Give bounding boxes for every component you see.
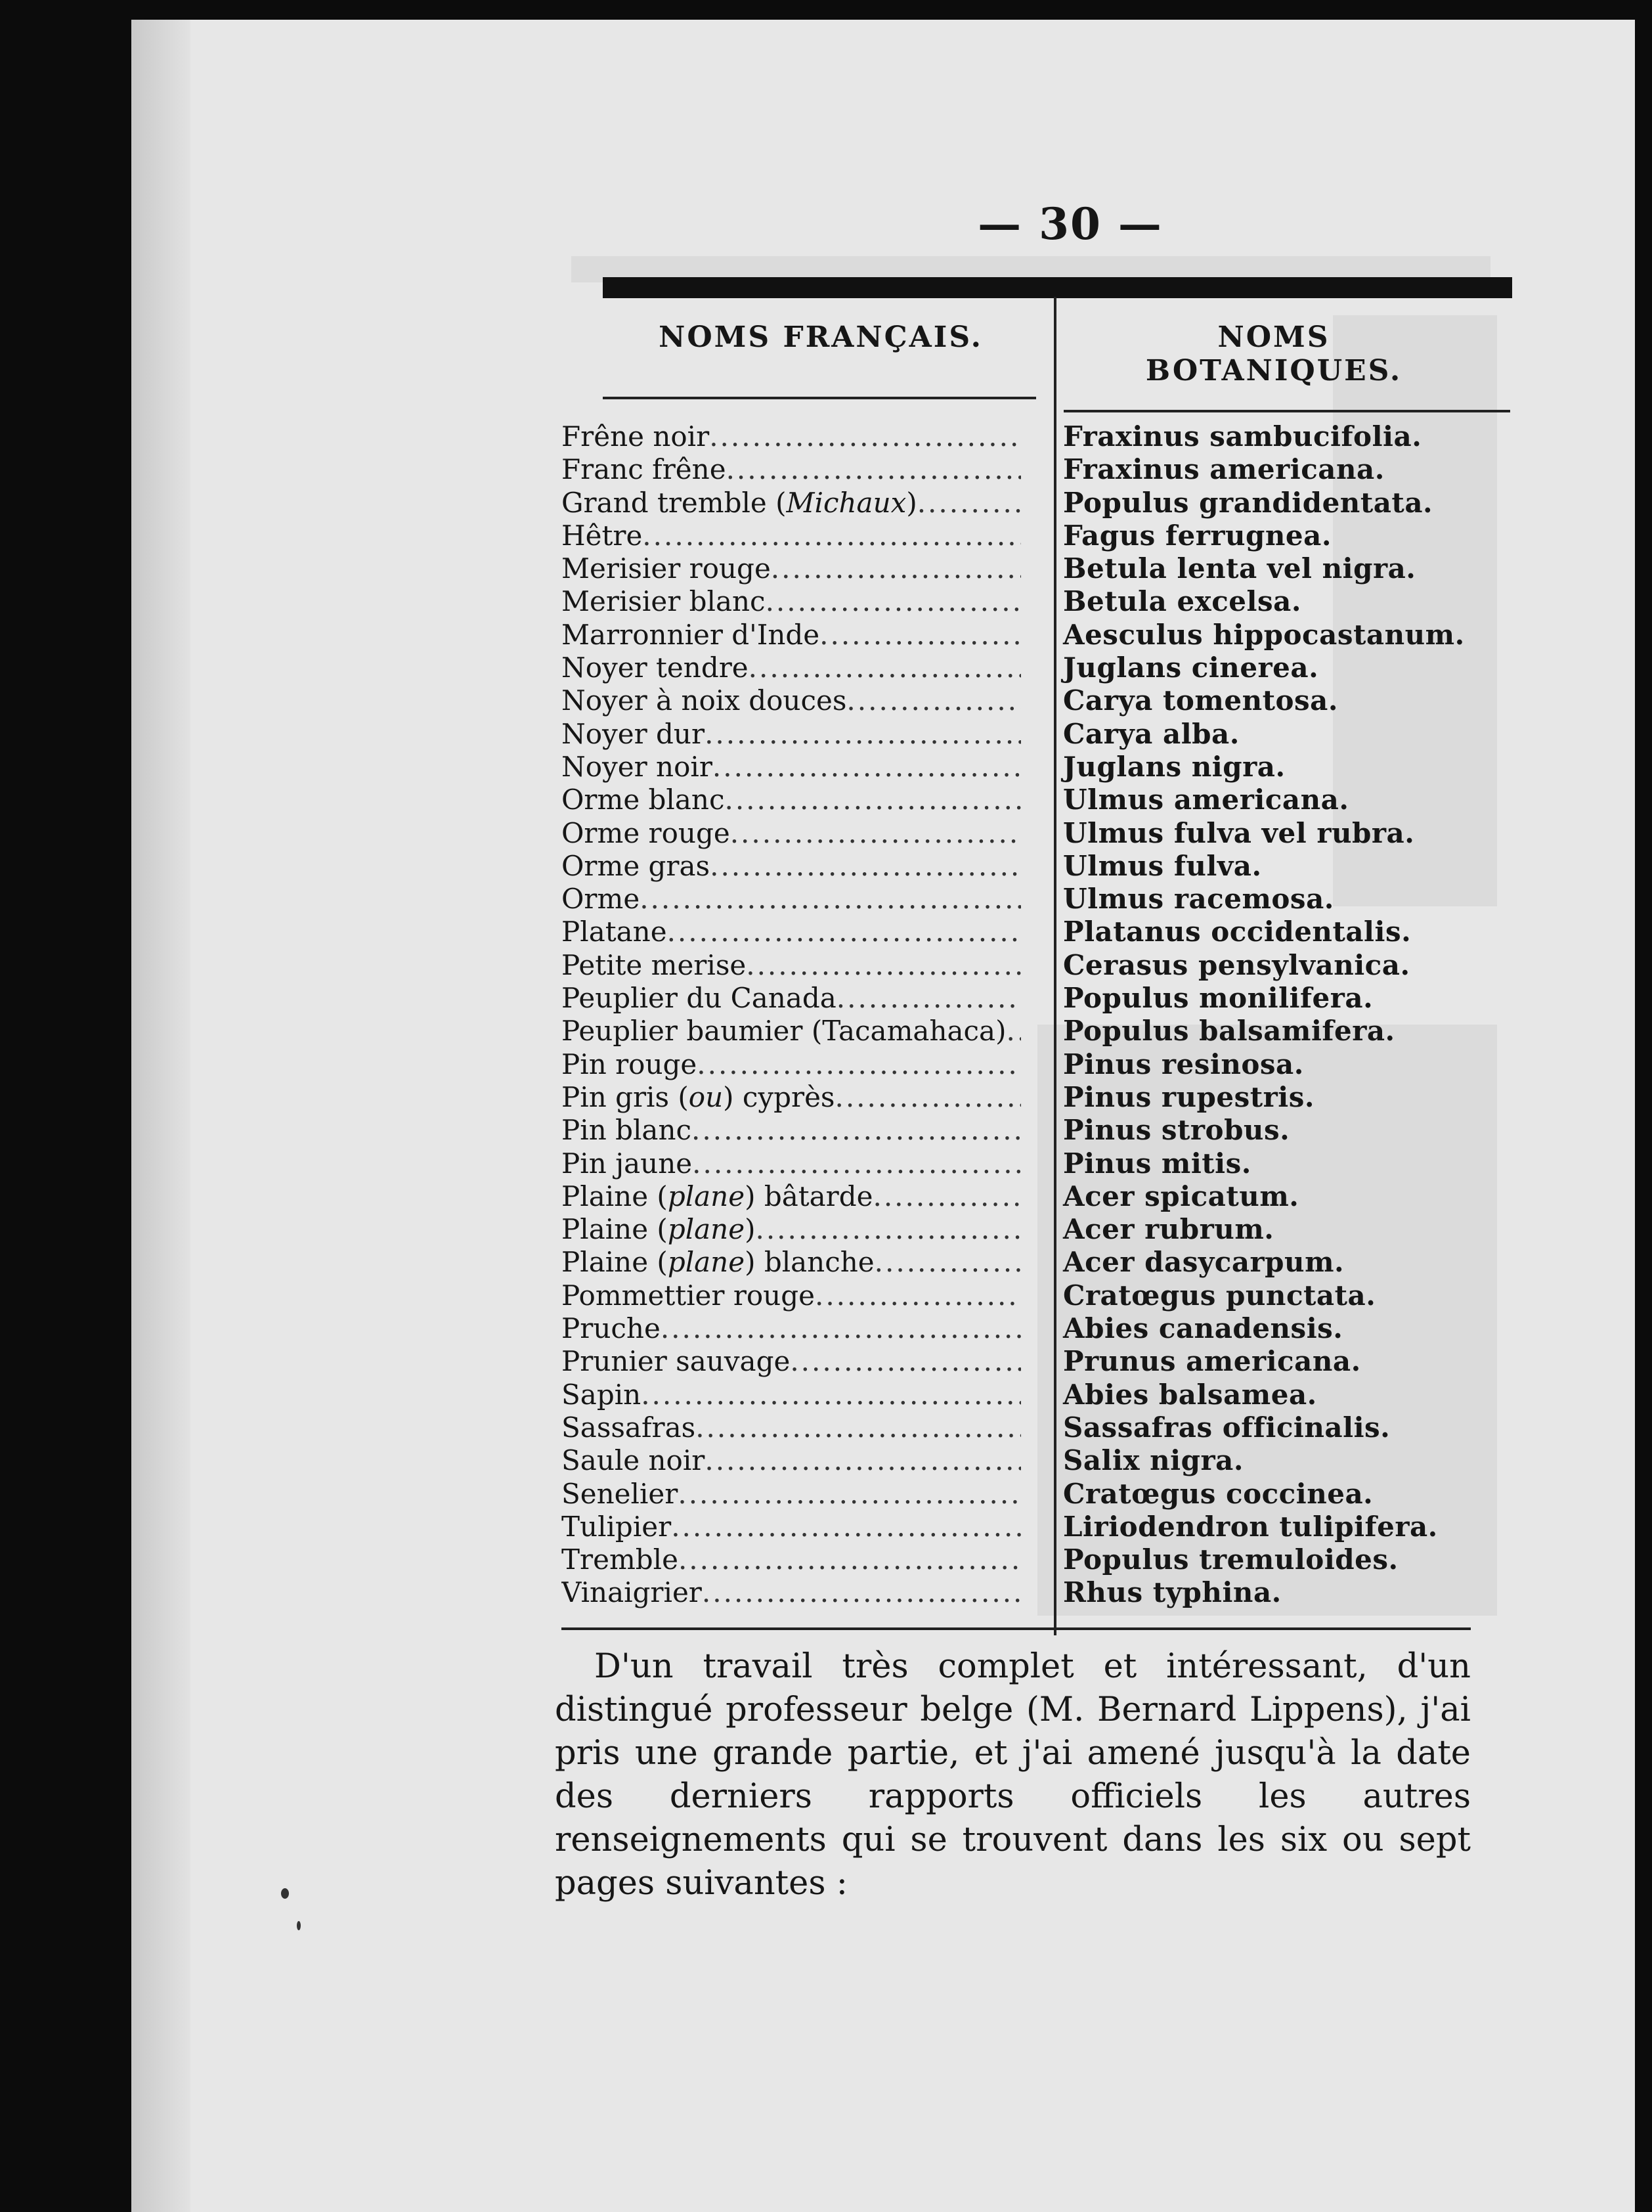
botanical-name: Acer dasycarpum.	[1063, 1246, 1345, 1279]
dot-leader	[671, 1511, 1021, 1543]
french-name: Pin blanc	[561, 1114, 692, 1147]
french-name: Orme gras	[561, 849, 710, 882]
table-row	[561, 552, 1500, 585]
french-name-cell	[561, 1081, 1021, 1114]
dot-leader	[726, 453, 1021, 486]
print-speck	[281, 1888, 289, 1899]
table-row	[561, 1246, 1500, 1279]
french-name-cell	[561, 1543, 1021, 1576]
table-row	[561, 619, 1500, 652]
table-row	[561, 420, 1500, 453]
dot-leader	[835, 1081, 1021, 1114]
french-name: Merisier rouge	[561, 552, 771, 585]
french-name: Senelier	[561, 1477, 678, 1510]
dot-leader	[771, 552, 1021, 585]
french-name: Orme	[561, 883, 640, 916]
french-name-cell	[561, 850, 1021, 883]
french-name-cell	[561, 1279, 1021, 1312]
botanical-name: Populus tremuloides.	[1063, 1543, 1399, 1576]
botanical-name: Juglans cinerea.	[1063, 652, 1319, 684]
dot-leader	[691, 1114, 1021, 1147]
table-row	[561, 1114, 1500, 1147]
french-name-cell	[561, 1511, 1021, 1543]
botanical-name: Rhus typhina.	[1063, 1576, 1282, 1609]
dot-leader	[755, 1213, 1021, 1246]
table-row	[561, 718, 1500, 751]
dot-leader	[873, 1180, 1021, 1213]
table-row	[561, 1048, 1500, 1081]
table-row	[561, 751, 1500, 784]
table-row	[561, 1345, 1500, 1378]
table-row	[561, 916, 1500, 948]
botanical-name: Carya alba.	[1063, 717, 1240, 750]
french-name: Saule noir	[561, 1444, 705, 1477]
header-botanical-names: NOMS BOTANIQUES.	[1145, 321, 1402, 387]
dot-leader	[702, 1576, 1021, 1609]
table-row	[561, 949, 1500, 982]
dot-leader	[678, 1543, 1021, 1576]
botanical-name: Pinus rupestris.	[1063, 1080, 1315, 1113]
botanical-name: Ulmus fulva.	[1063, 849, 1262, 882]
french-name: Merisier blanc	[561, 585, 766, 618]
dot-leader	[724, 784, 1021, 816]
french-name-cell	[561, 1345, 1021, 1378]
botanical-name: Betula excelsa.	[1063, 585, 1301, 618]
dot-leader	[730, 817, 1021, 850]
french-name: Hêtre	[561, 519, 643, 552]
botanical-name: Carya tomentosa.	[1063, 684, 1339, 717]
table-row	[561, 1543, 1500, 1576]
french-name-cell	[561, 1444, 1021, 1477]
french-name-cell	[561, 520, 1021, 552]
botanical-name: Pinus strobus.	[1063, 1114, 1290, 1147]
french-name: Pruche	[561, 1312, 661, 1345]
french-name-cell	[561, 1180, 1021, 1213]
table-row	[561, 1379, 1500, 1411]
botanical-name: Ulmus americana.	[1063, 784, 1349, 816]
dot-leader	[875, 1246, 1021, 1279]
botanical-name: Ulmus fulva vel rubra.	[1063, 816, 1415, 849]
french-name-cell	[561, 1147, 1021, 1180]
dot-leader	[819, 619, 1021, 652]
table-row	[561, 850, 1500, 883]
french-name: Peuplier du Canada	[561, 982, 837, 1015]
body-paragraph: D'un travail très complet et intéressant, d'un distingué professeur belge (M. Bernard Lippens), j'ai pris une grande partie, et j'ai amené jusqu'à la date des derniers rapports officiels les autres renseignements qui se trouvent dans les six ou sept pages suivantes :	[555, 1647, 1471, 1903]
table-row	[561, 487, 1500, 520]
dot-leader	[692, 1147, 1021, 1180]
french-name: Tremble	[561, 1543, 678, 1576]
header-underline-botanical	[1064, 410, 1510, 412]
table-row	[561, 520, 1500, 552]
french-name: Marronnier d'Inde	[561, 618, 820, 651]
dot-leader	[705, 718, 1021, 751]
botanical-name: Pinus resinosa.	[1063, 1048, 1304, 1080]
french-name-cell	[561, 1015, 1021, 1048]
table-row	[561, 585, 1500, 618]
dot-leader	[710, 850, 1021, 883]
french-name: Vinaigrier	[561, 1576, 702, 1609]
french-name: Sassafras	[561, 1411, 696, 1444]
table-row	[561, 784, 1500, 816]
table-bottom-rule	[561, 1627, 1471, 1630]
french-name: Plaine (plane)	[561, 1213, 756, 1246]
french-name-cell	[561, 1478, 1021, 1511]
botanical-name: Ulmus racemosa.	[1063, 883, 1334, 916]
french-name: Noyer tendre	[561, 652, 749, 684]
table-row	[561, 684, 1500, 717]
dot-leader	[1006, 1015, 1021, 1048]
table-row	[561, 453, 1500, 486]
french-name-cell	[561, 1246, 1021, 1279]
table-row	[561, 883, 1500, 916]
french-name-cell	[561, 784, 1021, 816]
table-row	[561, 817, 1500, 850]
french-name-cell	[561, 420, 1021, 453]
botanical-name: Aesculus hippocastanum.	[1063, 618, 1465, 651]
table-row	[561, 1478, 1500, 1511]
french-name-cell	[561, 1312, 1021, 1345]
table-row	[561, 1147, 1500, 1180]
table-row	[561, 1279, 1500, 1312]
dot-leader	[749, 652, 1021, 684]
french-name: Prunier sauvage	[561, 1345, 791, 1378]
botanical-name: Cratœgus punctata.	[1063, 1279, 1376, 1312]
french-name: Pin rouge	[561, 1048, 697, 1080]
dot-leader	[667, 916, 1021, 948]
french-name-cell	[561, 684, 1021, 717]
dot-leader	[790, 1345, 1021, 1378]
french-name: Plaine (plane) blanche	[561, 1246, 875, 1279]
french-name: Sapin	[561, 1378, 641, 1411]
table-row	[561, 1213, 1500, 1246]
french-name-cell	[561, 1114, 1021, 1147]
french-name: Tulipier	[561, 1510, 672, 1543]
french-name: Grand tremble (Michaux)	[561, 486, 917, 519]
french-name: Platane	[561, 916, 667, 948]
dot-leader	[837, 982, 1021, 1015]
table-row	[561, 1312, 1500, 1345]
botanical-name: Fagus ferrugnea.	[1063, 519, 1332, 552]
botanical-name: Cratœgus coccinea.	[1063, 1477, 1374, 1510]
french-name-cell	[561, 453, 1021, 486]
page-number: — 30 —	[978, 198, 1163, 250]
french-name-cell	[561, 883, 1021, 916]
dot-leader	[712, 751, 1021, 784]
botanical-name: Abies canadensis.	[1063, 1312, 1343, 1345]
dot-leader	[697, 1048, 1021, 1081]
table-row	[561, 982, 1500, 1015]
french-name: Petite merise	[561, 948, 747, 981]
dot-leader	[815, 1279, 1021, 1312]
french-name-cell	[561, 718, 1021, 751]
french-name-cell	[561, 751, 1021, 784]
french-name: Pin gris (ou) cyprès	[561, 1080, 835, 1113]
french-name-cell	[561, 1379, 1021, 1411]
table-row	[561, 652, 1500, 684]
table-row	[561, 1511, 1500, 1543]
print-speck	[297, 1921, 301, 1930]
botanical-name: Betula lenta vel nigra.	[1063, 552, 1416, 585]
french-name-cell	[561, 817, 1021, 850]
french-name: Noyer à noix douces	[561, 684, 847, 717]
header-underline-french	[603, 397, 1036, 399]
table-row	[561, 1081, 1500, 1114]
french-name-cell	[561, 949, 1021, 982]
botanical-name: Fraxinus sambucifolia.	[1063, 420, 1422, 453]
botanical-name: Juglans nigra.	[1063, 750, 1286, 783]
dot-leader	[709, 420, 1021, 453]
french-name-cell	[561, 585, 1021, 618]
botanical-name: Acer rubrum.	[1063, 1213, 1274, 1246]
table-row	[561, 1180, 1500, 1213]
french-name: Peuplier baumier (Tacamahaca)	[561, 1015, 1007, 1048]
botanical-name: Sassafras officinalis.	[1063, 1411, 1391, 1444]
dot-leader	[917, 487, 1021, 520]
botanical-name: Fraxinus americana.	[1063, 453, 1385, 486]
dot-leader	[678, 1478, 1021, 1511]
french-name-cell	[561, 487, 1021, 520]
french-name-cell	[561, 619, 1021, 652]
botanical-name: Populus balsamifera.	[1063, 1015, 1395, 1048]
french-name: Franc frêne	[561, 453, 726, 486]
table-row	[561, 1015, 1500, 1048]
french-name-cell	[561, 1048, 1021, 1081]
dot-leader	[846, 684, 1021, 717]
dot-leader	[661, 1312, 1021, 1345]
dot-leader	[695, 1411, 1021, 1444]
botanical-name: Salix nigra.	[1063, 1444, 1244, 1477]
french-name-cell	[561, 1411, 1021, 1444]
french-name: Noyer noir	[561, 750, 712, 783]
botanical-name: Acer spicatum.	[1063, 1180, 1299, 1212]
french-name: Orme blanc	[561, 784, 725, 816]
french-name-cell	[561, 552, 1021, 585]
dot-leader	[640, 883, 1021, 916]
french-name: Noyer dur	[561, 717, 705, 750]
french-name: Pommettier rouge	[561, 1279, 815, 1312]
french-name-cell	[561, 652, 1021, 684]
botanical-name: Populus monilifera.	[1063, 982, 1374, 1015]
french-name-cell	[561, 1213, 1021, 1246]
table-row	[561, 1444, 1500, 1477]
french-name: Pin jaune	[561, 1147, 693, 1180]
table-top-rule	[603, 277, 1512, 298]
french-name: Plaine (plane) bâtarde	[561, 1180, 873, 1212]
dot-leader	[641, 1379, 1021, 1411]
botanical-name: Abies balsamea.	[1063, 1378, 1317, 1411]
french-name: Orme rouge	[561, 816, 730, 849]
botanical-name: Platanus occidentalis.	[1063, 916, 1412, 948]
botanical-name: Pinus mitis.	[1063, 1147, 1251, 1180]
french-name-cell	[561, 1576, 1021, 1609]
botanical-name: Populus grandidentata.	[1063, 486, 1433, 519]
dot-leader	[766, 585, 1021, 618]
botanical-name: Prunus americana.	[1063, 1345, 1361, 1378]
dot-leader	[642, 520, 1021, 552]
french-name-cell	[561, 982, 1021, 1015]
table-row	[561, 1576, 1500, 1609]
botanical-name: Liriodendron tulipifera.	[1063, 1510, 1438, 1543]
dot-leader	[705, 1444, 1021, 1477]
french-name-cell	[561, 916, 1021, 948]
french-name: Frêne noir	[561, 420, 710, 453]
page-gutter	[131, 20, 190, 2212]
table-row	[561, 1411, 1500, 1444]
botanical-name: Cerasus pensylvanica.	[1063, 948, 1410, 981]
header-french-names: NOMS FRANÇAIS.	[659, 321, 983, 354]
dot-leader	[746, 949, 1021, 982]
tree-names-table	[561, 420, 1500, 1610]
